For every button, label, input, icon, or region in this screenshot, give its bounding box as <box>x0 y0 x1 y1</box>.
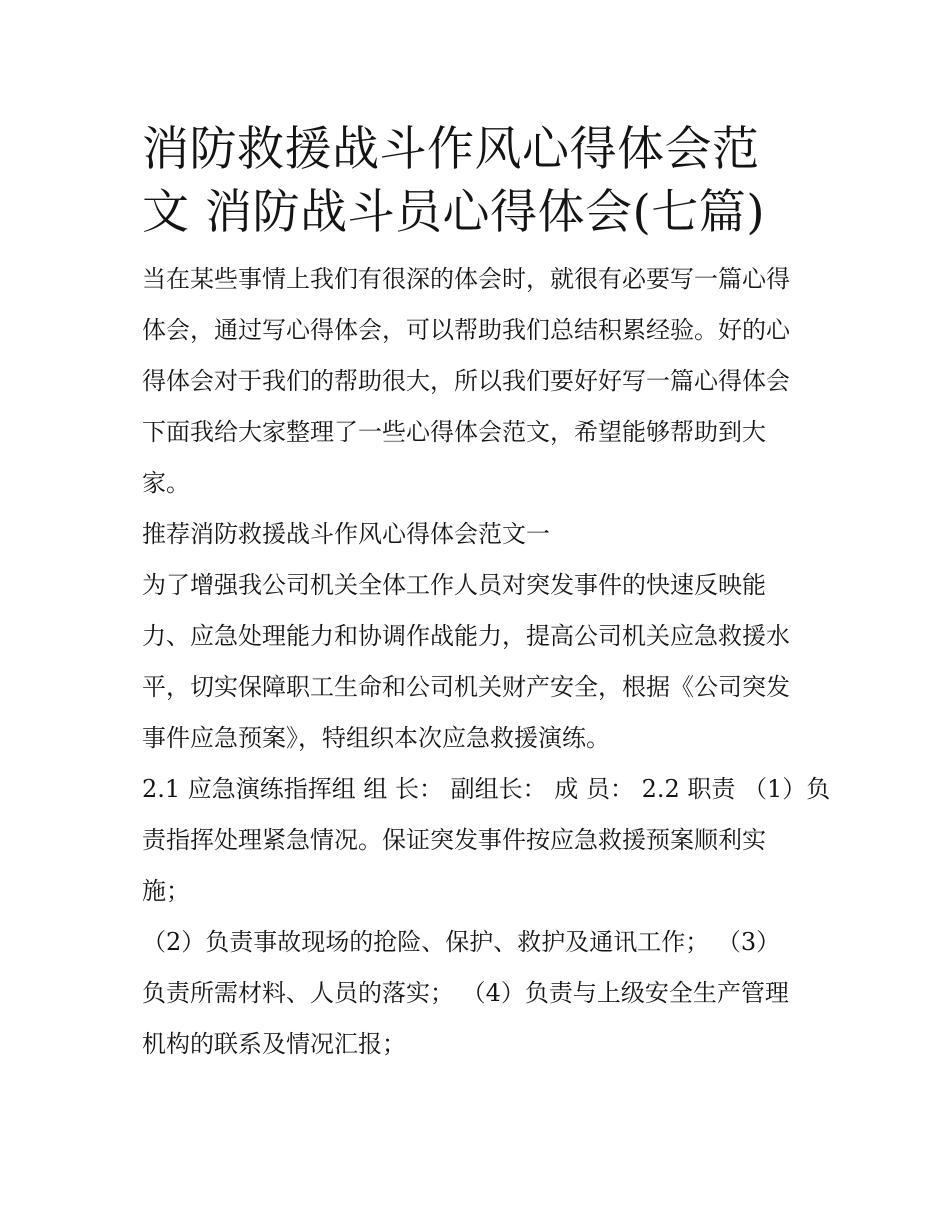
paragraph-1 <box>142 560 814 764</box>
title-line: 消防救援战斗作风心得体会范 <box>142 122 760 177</box>
intro-line: 当在某些事情上我们有很深的体会时，就很有必要写一篇心得 <box>142 265 790 293</box>
paragraph-line: 平，切实保障职工生命和公司机关财产安全，根据《公司突发 <box>142 673 790 701</box>
paragraph-line: 事件应急预案》，特组织本次应急救援演练。 <box>142 724 610 752</box>
paragraph-3 <box>142 917 814 1070</box>
intro-line: 下面我给大家整理了一些心得体会范文，希望能够帮助到大 <box>142 418 766 446</box>
paragraph-line: 机构的联系及情况汇报； <box>142 1030 406 1058</box>
paragraph-line: （2）负责事故现场的抢险、保护、救护及通讯工作； （3） <box>142 928 781 956</box>
intro-paragraph <box>142 254 814 509</box>
document-title <box>142 118 814 244</box>
intro-line: 得体会对于我们的帮助很大，所以我们要好好写一篇心得体会 <box>142 367 790 395</box>
paragraph-line: 为了增强我公司机关全体工作人员对突发事件的快速反映能 <box>142 571 766 599</box>
section-heading: 推荐消防救援战斗作风心得体会范文一 <box>142 520 550 548</box>
intro-line: 家。 <box>142 469 190 497</box>
section-heading-block <box>142 509 814 560</box>
paragraph-line: 责指挥处理紧急情况。保证突发事件按应急救援预案顺利实 <box>142 826 766 854</box>
document-content <box>142 118 831 1070</box>
intro-line: 体会，通过写心得体会，可以帮助我们总结积累经验。好的心 <box>142 316 790 344</box>
paragraph-line: 施； <box>142 877 190 905</box>
title-line: 文 消防战斗员心得体会(七篇) <box>142 185 766 240</box>
paragraph-line: 2.1 应急演练指挥组 组 长： 副组长： 成 员： 2.2 职责 （1）负 <box>142 775 831 803</box>
paragraph-line: 力、应急处理能力和协调作战能力，提高公司机关应急救援水 <box>142 622 790 650</box>
paragraph-2 <box>142 764 831 917</box>
paragraph-line: 负责所需材料、人员的落实； （4）负责与上级安全生产管理 <box>142 979 789 1007</box>
